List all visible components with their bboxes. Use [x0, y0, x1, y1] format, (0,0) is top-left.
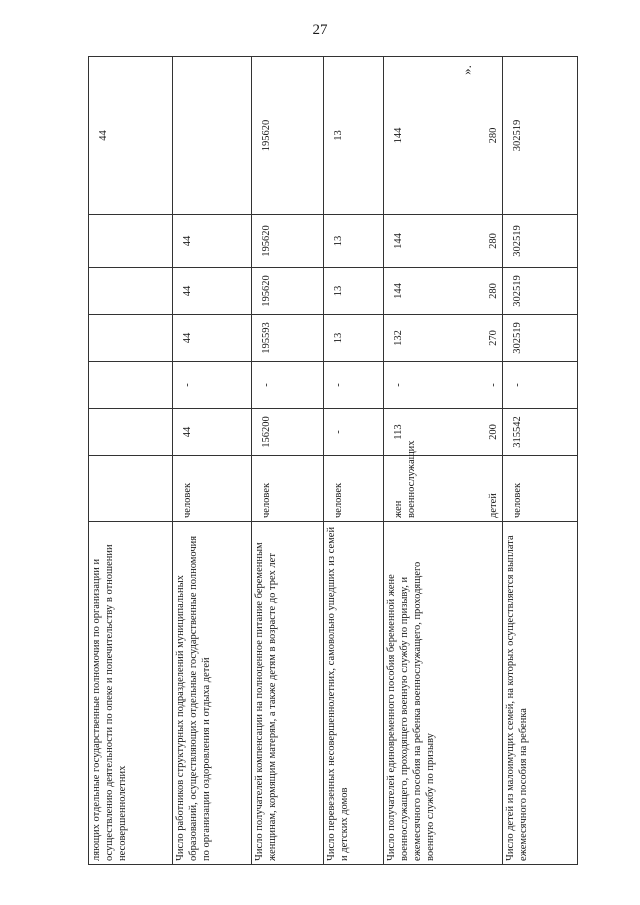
value-cell: 315542 [502, 409, 577, 456]
row-description: Число получателей компенсации на полноценное питание беременным женщинам, кормящим матерям, а также детям в возрасте до трех лет [253, 542, 278, 861]
value-cell: 13 [324, 268, 384, 315]
value-cell: - [324, 409, 384, 456]
value-cell: 302519 [502, 57, 577, 215]
value-cell: 302519 [502, 215, 577, 268]
value-bottom: 280 [487, 127, 499, 144]
unit-cell: человек [172, 456, 251, 522]
row-description: Число перевезенных несовершеннолетних, самовольно ушедших из семей и детских домов [326, 526, 351, 861]
row-description: ляющих отдельные государственные полномочия по организации и осуществлению деятельности по опеке и попечительству в отношении несовершеннолетних [91, 544, 128, 861]
value-cell [89, 215, 173, 268]
value-cell: 195620 [251, 57, 324, 215]
value-cell: - [251, 362, 324, 409]
description-cell [324, 522, 384, 865]
description-cell [251, 522, 324, 865]
description-cell [89, 522, 173, 865]
unit-cell: человек [502, 456, 577, 522]
row-description: Число работников структурных подразделений муниципальных образований, осуществляющих отдельные государственные полномочия по организации оздоровления и отдыха детей [174, 535, 212, 861]
value-cell: 44 [89, 57, 173, 215]
page-number: 27 [312, 22, 328, 38]
value-bottom: - [487, 383, 499, 387]
value-bottom: 270 [487, 330, 499, 346]
table-row [89, 57, 173, 865]
value-cell [172, 57, 251, 215]
value-bottom: 280 [487, 283, 499, 299]
indicators-table [88, 56, 578, 865]
unit-cell: человек [251, 456, 324, 522]
value-cell: 195593 [251, 315, 324, 362]
value-cell: - [324, 362, 384, 409]
value-top: 144 [393, 283, 405, 299]
value-cell: 302519 [502, 315, 577, 362]
description-cell [384, 522, 503, 865]
value-cell [384, 57, 503, 215]
value-cell: 44 [172, 268, 251, 315]
value-cell: 44 [172, 215, 251, 268]
value-cell [384, 409, 503, 456]
value-cell: - [502, 362, 577, 409]
value-cell: 13 [324, 57, 384, 215]
unit-cell [384, 440, 503, 522]
table-row [384, 57, 503, 865]
value-cell [384, 362, 503, 409]
row-description: Число получателей единовременного пособия беременной жене военнослужащего, проходящего военную службу по призыву, и ежемесячного пособия на ребенка военнослужащего, проходящего военную службу по призыву [386, 561, 437, 861]
value-cell: 302519 [502, 268, 577, 315]
value-cell: 195620 [251, 268, 324, 315]
value-cell: 156200 [251, 409, 324, 456]
value-cell: 13 [324, 215, 384, 268]
table-row [324, 57, 384, 865]
description-cell [502, 522, 577, 865]
value-bottom: 280 [487, 233, 499, 249]
table-row [502, 57, 577, 865]
value-cell: 44 [172, 409, 251, 456]
row-description: Число детей из малоимущих семей, на которых осуществляется выплата ежемесячного пособия на ребенка [504, 535, 529, 861]
unit-cell [89, 456, 173, 522]
value-cell [384, 268, 503, 315]
value-cell: 13 [324, 315, 384, 362]
unit-bottom: детей [487, 493, 499, 518]
value-top: - [393, 383, 405, 387]
value-top: 132 [393, 330, 405, 346]
value-cell [89, 315, 173, 362]
value-cell: - [172, 362, 251, 409]
description-cell [172, 522, 251, 865]
table-row [251, 57, 324, 865]
value-bottom: 200 [487, 424, 499, 440]
value-cell [89, 268, 173, 315]
closing-quote-mark: ». [458, 65, 474, 75]
unit-top: жен военнослужащих [393, 440, 418, 518]
value-cell [89, 409, 173, 456]
value-cell [89, 362, 173, 409]
unit-cell: человек [324, 456, 384, 522]
rotated-table-wrapper [88, 57, 578, 865]
value-cell: 44 [172, 315, 251, 362]
value-cell [384, 215, 503, 268]
value-top: 113 [393, 424, 405, 440]
table-row [172, 57, 251, 865]
value-cell [384, 315, 503, 362]
value-top: 144 [393, 233, 405, 249]
value-cell: 195620 [251, 215, 324, 268]
value-top: 144 [393, 127, 405, 144]
